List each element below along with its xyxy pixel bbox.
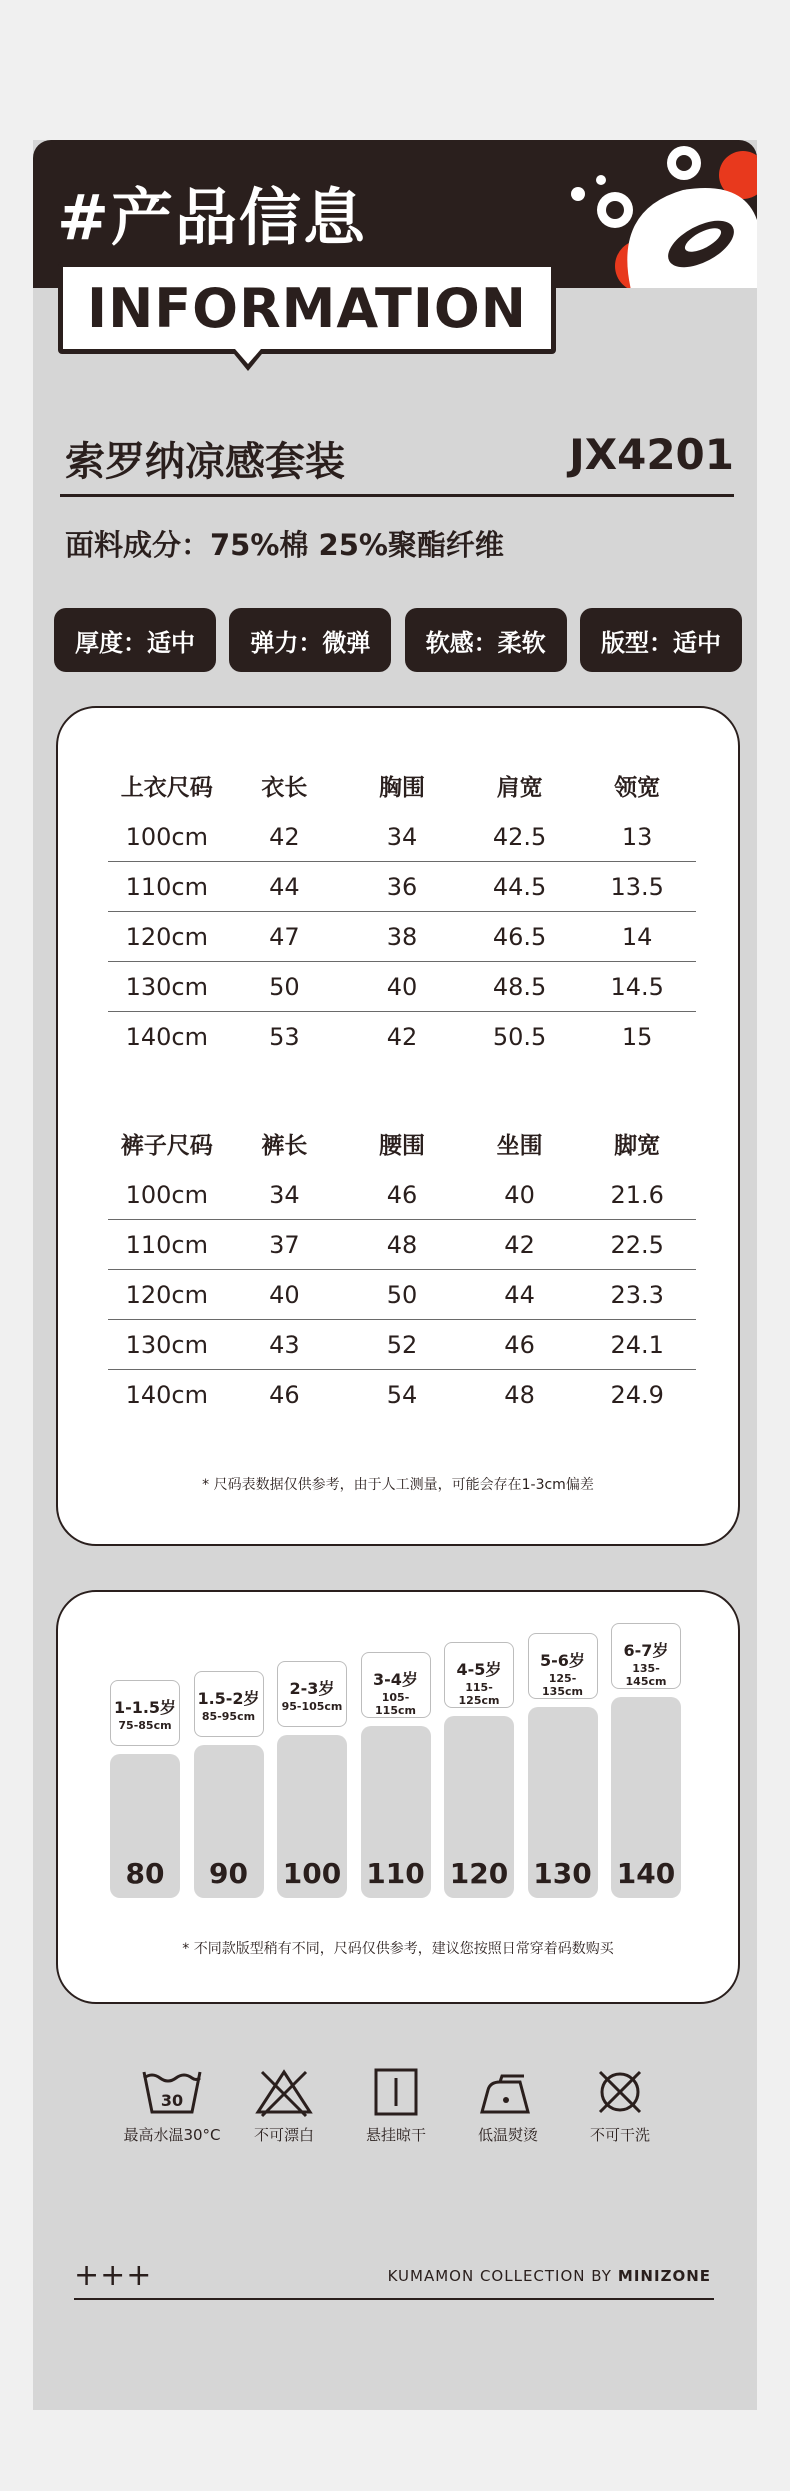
table-cell: 53 — [269, 1023, 300, 1051]
no-dry-clean-icon — [588, 2066, 652, 2118]
footer-brand: MINIZONE — [617, 2267, 711, 2285]
height-note: * 不同款版型稍有不同，尺码仅供参考，建议您按照日常穿着码数购买 — [182, 1941, 614, 1957]
table-cell: 34 — [386, 822, 418, 851]
tag-softness: 软感：柔软 — [405, 608, 567, 672]
kumamon-bear-icon — [543, 140, 757, 288]
height-bar — [110, 1680, 180, 1898]
table-cell: 120cm — [125, 1280, 208, 1309]
low-iron-icon — [476, 2066, 540, 2118]
table-cell: 21.6 — [610, 1180, 664, 1209]
table-cell: 42 — [269, 822, 300, 851]
footer-plus: +++ — [74, 2258, 153, 2293]
table-cell: 36 — [386, 872, 418, 901]
table-cell: 48.5 — [492, 972, 547, 1001]
wash-temperature: 30 — [160, 2091, 184, 2110]
header-cell: 上衣尺码 — [120, 774, 213, 801]
size-value: 90 — [209, 1857, 248, 1890]
care-item-iron — [452, 2066, 564, 2156]
speech-tail-inner — [235, 349, 261, 364]
table-cell: 100cm — [125, 1180, 208, 1209]
table-cell: 130cm — [125, 972, 208, 1001]
table-cell: 44 — [504, 1280, 535, 1309]
table-row — [108, 1170, 696, 1220]
table-cell: 52 — [386, 1330, 418, 1359]
table-cell: 46 — [504, 1330, 535, 1359]
table-cell: 38 — [386, 922, 418, 951]
height-bar — [194, 1671, 264, 1899]
care-item-hang — [340, 2066, 452, 2156]
height-range-label: 125-135cm — [542, 1671, 583, 1698]
age-label: 2-3岁 — [289, 1679, 335, 1698]
table-row — [108, 962, 696, 1012]
table-cell: 42.5 — [492, 822, 547, 851]
height-bars — [110, 1632, 690, 1898]
table-cell: 24.1 — [610, 1330, 664, 1359]
header-cell: 坐围 — [496, 1132, 543, 1159]
table-row — [108, 1220, 696, 1270]
care-label: 最高水温30°C — [123, 2126, 221, 2144]
table-row — [108, 912, 696, 962]
table-cell: 46 — [386, 1180, 418, 1209]
age-label-box — [611, 1623, 681, 1689]
table-cell: 42 — [504, 1230, 535, 1259]
table-header — [108, 1116, 696, 1170]
table-cell: 44.5 — [492, 872, 547, 901]
table-cell: 44 — [269, 872, 300, 901]
height-range-label: 105-115cm — [375, 1690, 416, 1717]
product-code: JX4201 — [569, 430, 734, 479]
age-label: 1-1.5岁 — [113, 1698, 177, 1717]
care-label: 不可漂白 — [253, 2126, 314, 2144]
care-label: 悬挂晾干 — [365, 2126, 426, 2144]
height-bar — [277, 1661, 347, 1898]
product-name: 索罗纳凉感套装 — [65, 439, 345, 485]
age-label: 4-5岁 — [456, 1660, 502, 1679]
size-value: 110 — [366, 1857, 425, 1890]
age-label-box — [277, 1661, 347, 1727]
table-row — [108, 812, 696, 862]
table-cell: 130cm — [125, 1330, 208, 1359]
header-cell: 脚宽 — [614, 1132, 661, 1159]
size-value: 100 — [282, 1857, 342, 1890]
height-guide-panel — [56, 1590, 740, 2004]
height-range-label: 95-105cm — [281, 1700, 343, 1713]
table-cell: 43 — [269, 1330, 300, 1359]
table-header — [108, 758, 696, 812]
care-item-dryclean — [564, 2066, 676, 2156]
table-row — [108, 862, 696, 912]
header-cell: 腰围 — [378, 1132, 425, 1159]
table-row — [108, 1370, 696, 1420]
table-cell: 48 — [504, 1381, 535, 1409]
table-cell: 22.5 — [610, 1230, 664, 1259]
fabric-composition: 面料成分：75%棉 25%聚酯纤维 — [65, 528, 504, 562]
footer-collection: KUMAMON COLLECTION BY — [387, 2267, 612, 2285]
table-cell: 50.5 — [492, 1023, 547, 1051]
height-bar — [444, 1642, 514, 1898]
table-cell: 110cm — [125, 872, 208, 901]
height-range-label: 85-95cm — [201, 1709, 256, 1723]
table-cell: 40 — [504, 1180, 535, 1209]
age-label-box — [444, 1642, 514, 1708]
height-range-label: 115-125cm — [458, 1681, 500, 1707]
table-cell: 40 — [269, 1280, 300, 1309]
care-item-bleach — [228, 2066, 340, 2156]
height-bar — [361, 1652, 431, 1899]
header-cell: 领宽 — [614, 774, 661, 801]
care-item-wash — [116, 2066, 228, 2156]
table-cell: 15 — [621, 1023, 653, 1051]
header-cell: 肩宽 — [496, 774, 543, 801]
tag-fit: 版型：适中 — [580, 608, 742, 672]
size-note: * 尺码表数据仅供参考，由于人工测量，可能会存在1-3cm偏差 — [202, 1477, 594, 1493]
table-cell: 47 — [269, 922, 300, 951]
age-label-box — [194, 1671, 264, 1737]
top-size-table — [108, 758, 696, 1062]
header-title: #产品信息 — [57, 181, 367, 254]
table-cell: 140cm — [125, 1023, 208, 1051]
care-instructions — [116, 2066, 676, 2156]
tag-thickness: 厚度：适中 — [54, 608, 216, 672]
information-banner — [58, 262, 556, 354]
height-bar — [611, 1623, 681, 1898]
height-bar — [528, 1633, 598, 1899]
table-row — [108, 1320, 696, 1370]
table-cell: 46.5 — [492, 922, 547, 951]
header-cell: 裤长 — [261, 1132, 308, 1159]
size-table-panel — [56, 706, 740, 1546]
table-cell: 40 — [386, 972, 418, 1001]
table-cell: 100cm — [125, 822, 208, 851]
information-text: INFORMATION — [86, 276, 528, 340]
no-bleach-icon — [252, 2066, 316, 2118]
age-label-box — [110, 1680, 180, 1746]
table-row — [108, 1012, 696, 1062]
table-cell: 50 — [269, 972, 300, 1001]
table-cell: 14.5 — [610, 972, 664, 1001]
header-cell: 胸围 — [378, 774, 425, 801]
size-value: 80 — [125, 1857, 165, 1890]
table-cell: 13 — [621, 822, 653, 851]
table-cell: 110cm — [125, 1230, 208, 1259]
table-cell: 54 — [386, 1381, 418, 1409]
table-cell: 23.3 — [610, 1280, 664, 1309]
tag-elasticity: 弹力：微弹 — [229, 608, 391, 672]
header-cell: 裤子尺码 — [120, 1132, 213, 1159]
age-label: 3-4岁 — [373, 1669, 418, 1689]
table-cell: 50 — [386, 1280, 418, 1309]
table-cell: 14 — [621, 922, 653, 951]
pants-size-table — [108, 1116, 696, 1420]
wash-30-icon — [140, 2066, 204, 2118]
table-cell: 34 — [269, 1180, 300, 1209]
table-cell: 13.5 — [610, 872, 664, 901]
table-cell: 120cm — [125, 922, 208, 951]
table-cell: 140cm — [125, 1381, 208, 1409]
header-cell: 衣长 — [261, 774, 308, 801]
table-row — [108, 1270, 696, 1320]
size-value: 120 — [449, 1857, 509, 1890]
hang-dry-icon — [364, 2066, 428, 2118]
height-range-label: 75-85cm — [118, 1719, 172, 1732]
footer-divider — [74, 2298, 714, 2300]
age-label: 6-7岁 — [623, 1641, 669, 1660]
care-label: 低温熨烫 — [477, 2126, 538, 2144]
age-label: 1.5-2岁 — [197, 1688, 260, 1708]
care-label: 不可干洗 — [589, 2126, 650, 2144]
footer-text — [388, 2267, 711, 2285]
divider — [60, 494, 734, 497]
size-value: 140 — [616, 1857, 676, 1890]
table-cell: 48 — [386, 1230, 418, 1259]
size-value: 130 — [533, 1857, 592, 1890]
table-cell: 24.9 — [610, 1381, 664, 1409]
height-range-label: 135-145cm — [625, 1662, 667, 1688]
table-cell: 42 — [386, 1023, 418, 1051]
attribute-tags — [54, 608, 742, 672]
table-cell: 37 — [269, 1230, 300, 1259]
age-label-box — [361, 1652, 431, 1718]
age-label: 5-6岁 — [540, 1650, 585, 1670]
table-cell: 46 — [269, 1381, 300, 1409]
age-label-box — [528, 1633, 598, 1699]
